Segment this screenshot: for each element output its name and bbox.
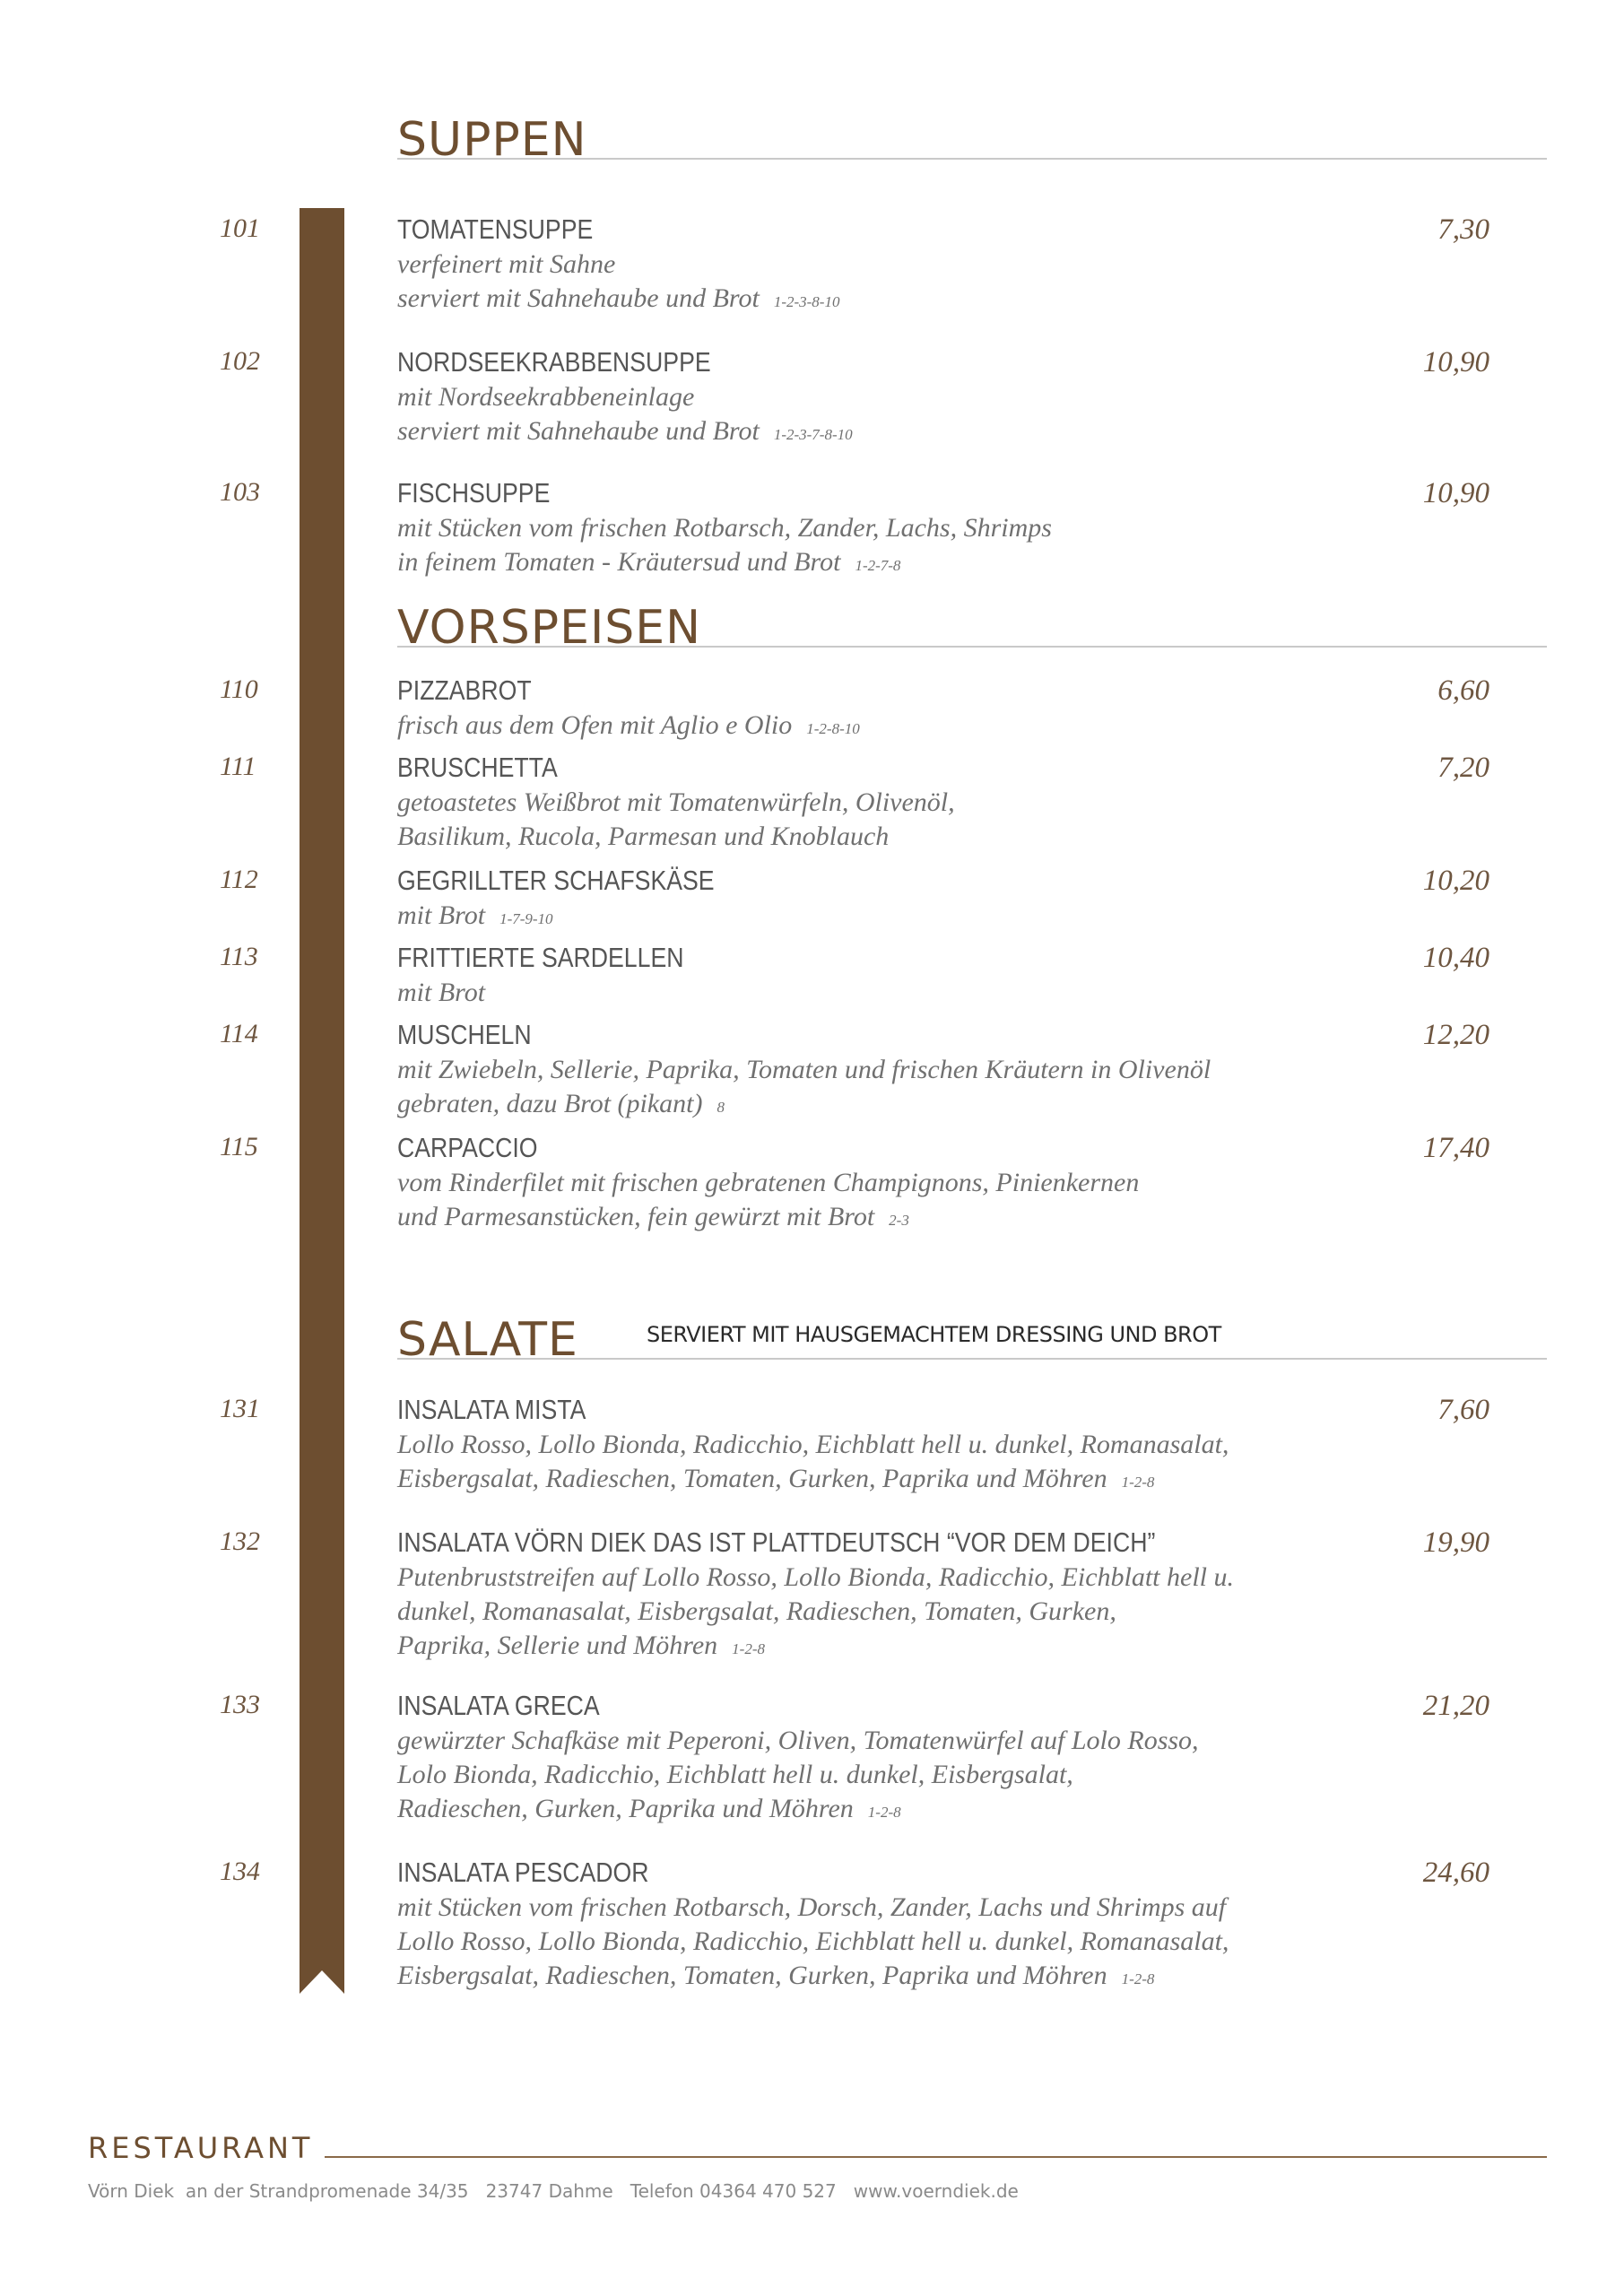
item-description-line: [397, 1595, 1339, 1629]
item-description: [397, 709, 1339, 746]
item-allergens: 1-2-8-10: [806, 720, 860, 737]
footer-rule: [325, 2156, 1547, 2158]
item-description-line: [397, 1758, 1339, 1792]
item-description-text: getoastetes Weißbrot mit Tomatenwürfeln, Olivenöl,: [397, 787, 955, 817]
section-title-salate: SALATE: [397, 1313, 578, 1367]
item-description-line: [397, 1724, 1339, 1758]
item-name: BRUSCHETTA: [397, 752, 558, 783]
menu-ribbon: [300, 208, 344, 1993]
item-description-line: [397, 976, 1339, 1010]
item-name: GEGRILLTER SCHAFSKÄSE: [397, 865, 715, 896]
item-number: 102: [220, 346, 260, 376]
item-price: 10,90: [1422, 477, 1489, 509]
item-description-text: und Parmesanstücken, fein gewürzt mit Brot: [397, 1202, 875, 1231]
item-description: [397, 1166, 1339, 1238]
item-number: 115: [220, 1132, 258, 1161]
item-name: INSALATA VÖRN DIEK DAS IST PLATTDEUTSCH “VOR DEM DEICH”: [397, 1526, 1156, 1558]
item-name: INSALATA PESCADOR: [397, 1857, 649, 1888]
item-number: 114: [220, 1019, 258, 1048]
item-allergens: 2-3: [889, 1212, 909, 1229]
item-description-text: mit Zwiebeln, Sellerie, Paprika, Tomaten und frischen Kräutern in Olivenöl: [397, 1055, 1211, 1084]
item-description-text: Eisbergsalat, Radieschen, Tomaten, Gurken, Paprika und Möhren: [397, 1464, 1107, 1493]
item-description-line: [397, 709, 1339, 746]
item-description-line: [397, 511, 1339, 545]
item-description-text: Lollo Rosso, Lollo Bionda, Radicchio, Eichblatt hell u. dunkel, Romanasalat,: [397, 1430, 1229, 1459]
item-description: [397, 1561, 1339, 1666]
item-description-text: mit Stücken vom frischen Rotbarsch, Zander, Lachs, Shrimps: [397, 513, 1052, 543]
item-name: FISCHSUPPE: [397, 477, 551, 509]
item-number: 134: [220, 1857, 260, 1886]
item-price: 12,20: [1422, 1019, 1489, 1051]
item-description-line: [397, 820, 1339, 854]
item-description: [397, 1428, 1339, 1500]
item-price: 24,60: [1422, 1857, 1489, 1889]
section-subtitle-salate: SERVIERT MIT HAUSGEMACHTEM DRESSING UND BROT: [647, 1322, 1221, 1347]
item-description: [397, 248, 1339, 319]
item-price: 19,90: [1422, 1526, 1489, 1559]
item-description-text: mit Nordseekrabbeneinlage: [397, 382, 695, 412]
item-description: [397, 1053, 1339, 1125]
item-price: 10,40: [1422, 942, 1489, 974]
section-header-salate: [397, 1308, 1547, 1367]
item-description-text: in feinem Tomaten - Kräutersud und Brot: [397, 547, 841, 577]
item-price: 7,30: [1437, 213, 1489, 246]
item-allergens: 1-2-3-7-8-10: [773, 426, 853, 443]
item-description-line: [397, 1891, 1339, 1925]
item-name: FRITTIERTE SARDELLEN: [397, 942, 684, 973]
item-description-line: [397, 1925, 1339, 1959]
item-description-text: gebraten, dazu Brot (pikant): [397, 1089, 703, 1118]
item-allergens: 1-2-8: [1121, 1970, 1155, 1987]
footer-title: RESTAURANT: [88, 2131, 314, 2165]
item-description-text: serviert mit Sahnehaube und Brot: [397, 416, 760, 446]
item-description-text: mit Brot: [397, 900, 486, 930]
item-allergens: 1-7-9-10: [499, 910, 553, 927]
item-price: 10,20: [1422, 865, 1489, 897]
item-description-line: [397, 1087, 1339, 1125]
item-allergens: 1-2-8: [867, 1804, 901, 1821]
section-header-suppen: [397, 108, 1547, 167]
item-description-line: [397, 380, 1339, 414]
item-description-line: [397, 1462, 1339, 1500]
item-description-line: [397, 786, 1339, 820]
item-description-text: vom Rinderfilet mit frischen gebratenen Champignons, Pinienkernen: [397, 1168, 1140, 1197]
item-price: 21,20: [1422, 1690, 1489, 1722]
section-title-suppen: SUPPEN: [397, 113, 587, 167]
item-description: [397, 511, 1339, 583]
item-description-text: dunkel, Romanasalat, Eisbergsalat, Radieschen, Tomaten, Gurken,: [397, 1596, 1116, 1626]
section-title-vorspeisen: VORSPEISEN: [397, 601, 702, 655]
item-description-text: Eisbergsalat, Radieschen, Tomaten, Gurken, Paprika und Möhren: [397, 1961, 1107, 1990]
item-price: 6,60: [1437, 674, 1489, 707]
item-description: [397, 1891, 1339, 1996]
item-price: 7,20: [1437, 752, 1489, 784]
item-description-text: Radieschen, Gurken, Paprika und Möhren: [397, 1794, 854, 1823]
item-name: CARPACCIO: [397, 1132, 538, 1163]
item-number: 103: [220, 477, 260, 507]
item-number: 113: [220, 942, 258, 971]
item-number: 131: [220, 1394, 260, 1423]
item-number: 133: [220, 1690, 260, 1719]
item-number: 132: [220, 1526, 260, 1556]
item-description-text: Basilikum, Rucola, Parmesan und Knoblauch: [397, 822, 890, 851]
item-description-line: [397, 414, 1339, 452]
item-allergens: 1-2-8: [1121, 1474, 1155, 1491]
item-name: MUSCHELN: [397, 1019, 532, 1050]
item-description-line: [397, 1561, 1339, 1595]
item-description-line: [397, 1959, 1339, 1996]
item-name: INSALATA MISTA: [397, 1394, 586, 1425]
item-description-text: serviert mit Sahnehaube und Brot: [397, 283, 760, 313]
item-description-line: [397, 1200, 1339, 1238]
item-allergens: 1-2-8: [732, 1640, 765, 1657]
item-description-line: [397, 545, 1339, 583]
item-description-line: [397, 282, 1339, 319]
item-number: 110: [220, 674, 258, 704]
section-header-vorspeisen: [397, 596, 1547, 655]
item-price: 17,40: [1422, 1132, 1489, 1164]
item-description: [397, 899, 1339, 936]
item-allergens: 1-2-3-8-10: [773, 293, 840, 310]
item-name: TOMATENSUPPE: [397, 213, 594, 245]
item-description-text: verfeinert mit Sahne: [397, 249, 616, 279]
item-description-line: [397, 1629, 1339, 1666]
footer-info: Vörn Diek an der Strandpromenade 34/35 23747 Dahme Telefon 04364 470 527 www.voerndiek.de: [88, 2180, 1019, 2202]
item-number: 111: [220, 752, 256, 781]
item-description-line: [397, 1792, 1339, 1830]
item-description: [397, 1724, 1339, 1830]
item-description-text: mit Stücken vom frischen Rotbarsch, Dorsch, Zander, Lachs und Shrimps auf: [397, 1892, 1227, 1922]
item-price: 7,60: [1437, 1394, 1489, 1426]
item-description-text: Lollo Rosso, Lollo Bionda, Radicchio, Eichblatt hell u. dunkel, Romanasalat,: [397, 1926, 1229, 1956]
item-description-line: [397, 899, 1339, 936]
item-description: [397, 786, 1339, 854]
item-number: 101: [220, 213, 260, 243]
item-description-line: [397, 1428, 1339, 1462]
item-description: [397, 976, 1339, 1010]
item-allergens: 8: [716, 1099, 725, 1116]
item-description-line: [397, 1166, 1339, 1200]
item-description-text: mit Brot: [397, 978, 486, 1007]
item-description: [397, 380, 1339, 452]
item-description-text: frisch aus dem Ofen mit Aglio e Olio: [397, 710, 793, 740]
item-price: 10,90: [1422, 346, 1489, 378]
item-description-text: gewürzter Schafkäse mit Peperoni, Oliven, Tomatenwürfel auf Lolo Rosso,: [397, 1726, 1199, 1755]
item-name: NORDSEEKRABBENSUPPE: [397, 346, 711, 378]
item-description-line: [397, 248, 1339, 282]
item-number: 112: [220, 865, 258, 894]
item-description-line: [397, 1053, 1339, 1087]
item-name: PIZZABROT: [397, 674, 532, 706]
item-description-text: Lolo Bionda, Radicchio, Eichblatt hell u. dunkel, Eisbergsalat,: [397, 1760, 1073, 1789]
item-name: INSALATA GRECA: [397, 1690, 600, 1721]
item-allergens: 1-2-7-8: [855, 557, 901, 574]
item-description-text: Paprika, Sellerie und Möhren: [397, 1631, 718, 1660]
item-description-text: Putenbruststreifen auf Lollo Rosso, Lollo Bionda, Radicchio, Eichblatt hell u.: [397, 1562, 1235, 1592]
